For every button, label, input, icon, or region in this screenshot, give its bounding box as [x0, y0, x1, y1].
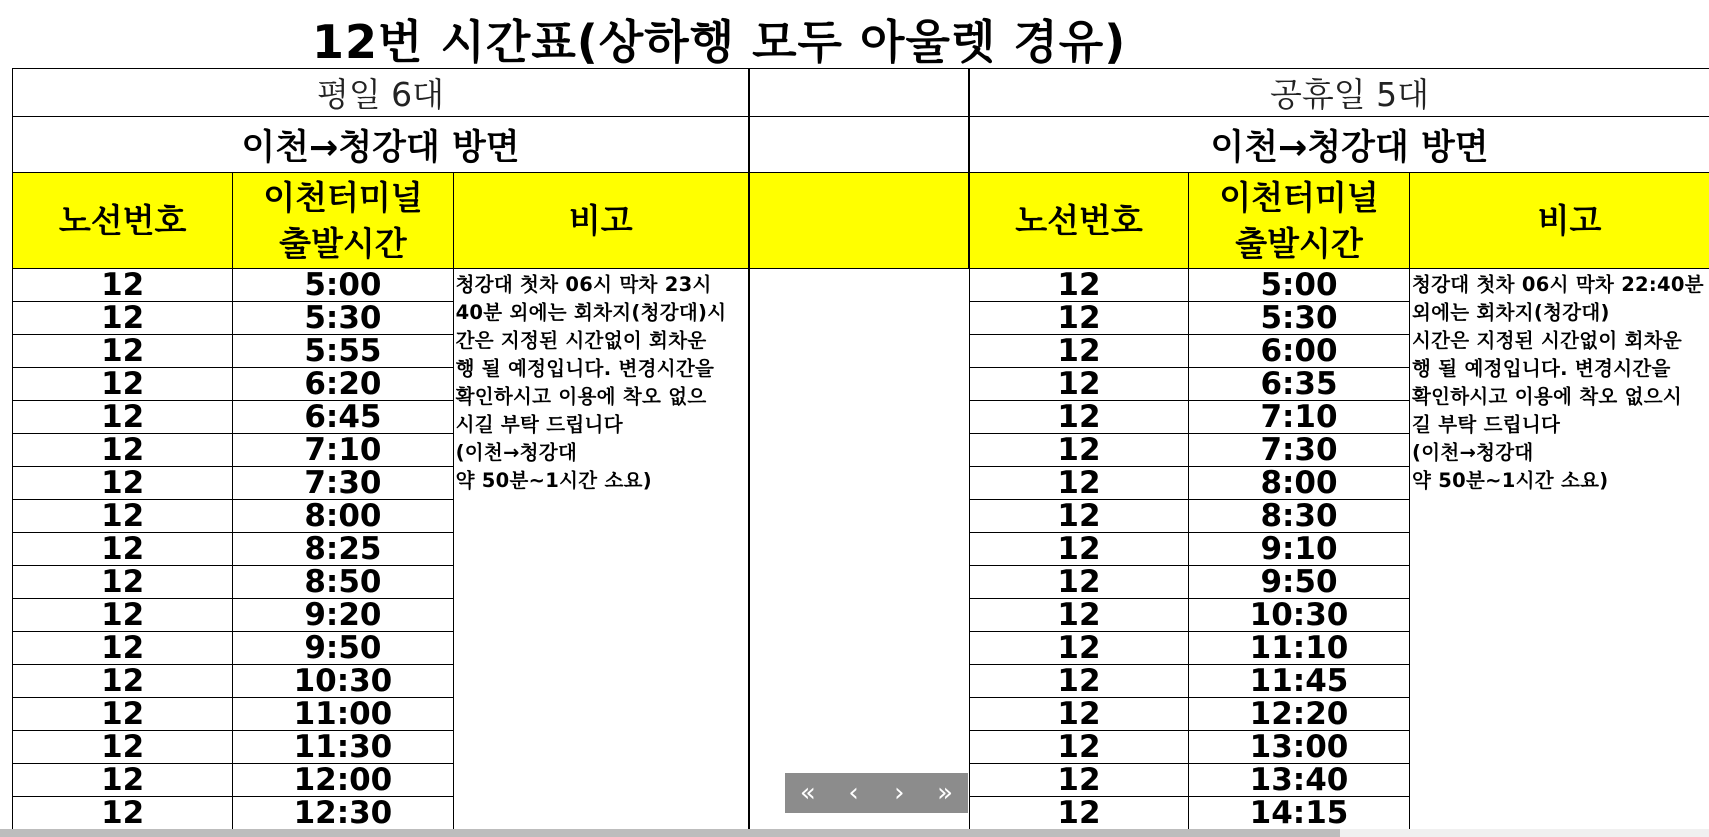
weekday-direction: 이천→청강대 방면	[13, 117, 749, 173]
route-number-cell: 12	[970, 797, 1189, 830]
departure-time-cell: 14:15	[1189, 797, 1410, 830]
col-remarks: 비고	[1410, 173, 1709, 269]
departure-time-cell: 11:00	[233, 698, 453, 731]
holiday-header: 공휴일 5대	[970, 69, 1709, 117]
first-page-button[interactable]: «	[799, 778, 816, 808]
remarks-cell	[1410, 269, 1709, 830]
departure-time-cell: 12:30	[233, 797, 453, 830]
route-number-cell: 12	[13, 368, 233, 401]
departure-time-cell: 5:00	[1189, 269, 1410, 302]
holiday-direction: 이천→청강대 방면	[970, 117, 1709, 173]
route-number-cell: 12	[13, 797, 233, 830]
sheet-pager	[785, 773, 968, 813]
last-page-button[interactable]: »	[937, 778, 954, 808]
weekday-timetable	[12, 68, 749, 830]
departure-time-cell: 11:30	[233, 731, 453, 764]
holiday-timetable	[969, 68, 1709, 830]
route-number-cell: 12	[13, 467, 233, 500]
route-number-cell: 12	[970, 500, 1189, 533]
col-route-number: 노선번호	[970, 173, 1189, 269]
departure-time-cell: 13:40	[1189, 764, 1410, 797]
holiday-table	[969, 68, 1709, 830]
route-number-cell: 12	[970, 665, 1189, 698]
departure-time-cell: 11:10	[1189, 632, 1410, 665]
route-number-cell: 12	[13, 269, 233, 302]
route-number-cell: 12	[970, 401, 1189, 434]
route-number-cell: 12	[13, 698, 233, 731]
route-number-cell: 12	[13, 566, 233, 599]
route-number-cell: 12	[970, 434, 1189, 467]
departure-time-cell: 5:30	[233, 302, 453, 335]
route-number-cell: 12	[13, 500, 233, 533]
route-number-cell: 12	[13, 665, 233, 698]
gap-blank-area	[749, 266, 970, 829]
departure-time-cell: 6:35	[1189, 368, 1410, 401]
departure-time-cell: 5:55	[233, 335, 453, 368]
remarks-text: 청강대 첫차 06시 막차 23시 40분 외에는 회차지(청강대)시 간은 지정된 시간없이 회차운 행 될 예정입니다. 변경시간을 확인하시고 이용에 착오 없으 시길 부탁 드립니다 (이천→청강대 약 50분~1시간 소요)	[455, 273, 727, 492]
col-departure-time	[1189, 173, 1410, 269]
departure-time-cell: 9:50	[1189, 566, 1410, 599]
col-departure-time	[233, 173, 453, 269]
departure-time-cell: 11:45	[1189, 665, 1410, 698]
route-number-cell: 12	[13, 335, 233, 368]
route-number-cell: 12	[970, 764, 1189, 797]
route-number-cell: 12	[970, 269, 1189, 302]
departure-time-cell: 13:00	[1189, 731, 1410, 764]
route-number-cell: 12	[970, 368, 1189, 401]
departure-time-cell: 10:30	[1189, 599, 1410, 632]
prev-page-button[interactable]: ‹	[848, 778, 859, 808]
departure-time-cell: 8:25	[233, 533, 453, 566]
route-number-cell: 12	[970, 566, 1189, 599]
route-number-cell: 12	[970, 731, 1189, 764]
departure-time-cell: 9:50	[233, 632, 453, 665]
col-route-number: 노선번호	[13, 173, 233, 269]
departure-time-cell: 6:00	[1189, 335, 1410, 368]
departure-time-cell: 7:30	[233, 467, 453, 500]
route-number-cell: 12	[970, 533, 1189, 566]
departure-time-cell: 7:10	[233, 434, 453, 467]
departure-time-cell: 7:10	[1189, 401, 1410, 434]
route-number-cell: 12	[970, 467, 1189, 500]
route-number-cell: 12	[13, 302, 233, 335]
route-number-cell: 12	[970, 599, 1189, 632]
departure-time-cell: 6:20	[233, 368, 453, 401]
departure-time-cell: 8:00	[1189, 467, 1410, 500]
weekday-table	[12, 68, 749, 830]
col-remarks: 비고	[453, 173, 748, 269]
route-number-cell: 12	[970, 335, 1189, 368]
departure-time-cell: 10:30	[233, 665, 453, 698]
route-number-cell: 12	[13, 731, 233, 764]
gap-column	[749, 68, 969, 829]
table-row	[13, 269, 749, 302]
remarks-cell	[453, 269, 748, 830]
gap-table	[749, 68, 969, 269]
route-number-cell: 12	[13, 764, 233, 797]
route-number-cell: 12	[13, 434, 233, 467]
remarks-text: 청강대 첫차 06시 막차 22:40분 외에는 회차지(청강대) 시간은 지정된 시간없이 회차운 행 될 예정입니다. 변경시간을 확인하시고 이용에 착오 없으시 길 부탁 드립니다 (이천→청강대 약 50분~1시간 소요)	[1412, 273, 1704, 492]
weekday-header: 평일 6대	[13, 69, 749, 117]
route-number-cell: 12	[13, 401, 233, 434]
col-departure-time-label: 이천터미널 출발시간	[1219, 177, 1379, 263]
next-page-button[interactable]: ›	[894, 778, 905, 808]
col-departure-time-label: 이천터미널 출발시간	[263, 177, 423, 263]
departure-time-cell: 5:30	[1189, 302, 1410, 335]
route-number-cell: 12	[970, 632, 1189, 665]
page-title: 12번 시간표(상하행 모두 아울렛 경유)	[312, 15, 1127, 69]
gap-cell-yellow	[750, 173, 969, 269]
horizontal-scrollbar-thumb[interactable]	[0, 829, 1340, 837]
route-number-cell: 12	[13, 533, 233, 566]
departure-time-cell: 9:20	[233, 599, 453, 632]
departure-time-cell: 8:00	[233, 500, 453, 533]
departure-time-cell: 9:10	[1189, 533, 1410, 566]
departure-time-cell: 6:45	[233, 401, 453, 434]
departure-time-cell: 12:20	[1189, 698, 1410, 731]
route-number-cell: 12	[970, 698, 1189, 731]
gap-cell	[750, 117, 969, 173]
departure-time-cell: 8:30	[1189, 500, 1410, 533]
departure-time-cell: 12:00	[233, 764, 453, 797]
route-number-cell: 12	[970, 302, 1189, 335]
table-row	[970, 269, 1709, 302]
departure-time-cell: 5:00	[233, 269, 453, 302]
departure-time-cell: 7:30	[1189, 434, 1410, 467]
route-number-cell: 12	[13, 599, 233, 632]
route-number-cell: 12	[13, 632, 233, 665]
departure-time-cell: 8:50	[233, 566, 453, 599]
gap-cell	[750, 69, 969, 117]
